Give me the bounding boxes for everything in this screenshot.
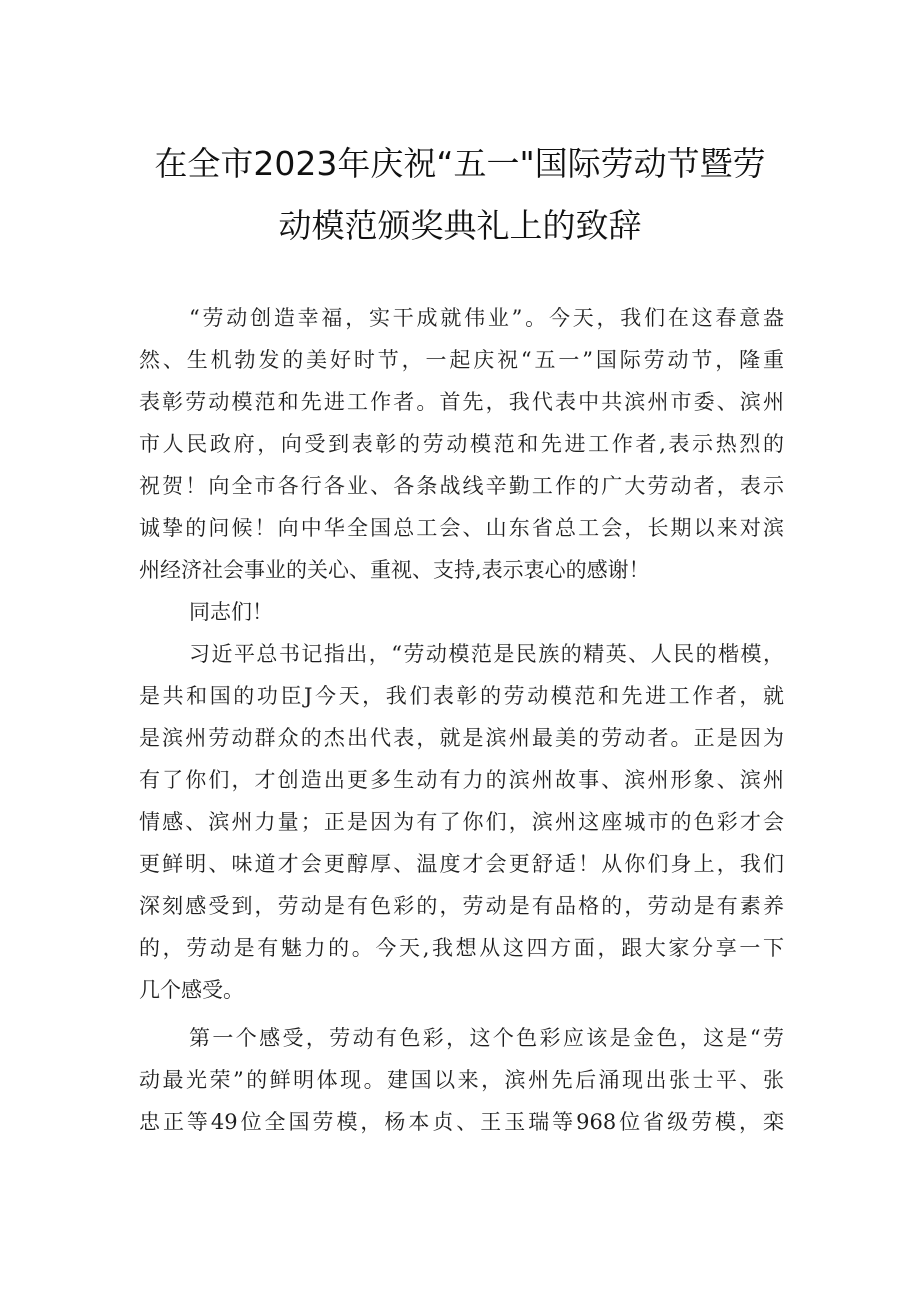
- paragraph-salutation: [139, 591, 784, 633]
- text-line: 州经济社会事业的关心、重视、支持,表示衷心的感谢！: [139, 558, 650, 582]
- text-line: 表彰劳动模范和先进工作者。首先，我代表中共滨州市委、滨州: [139, 390, 784, 414]
- paragraph-first-feeling: [139, 1017, 784, 1143]
- document-title-line-1: 在全市2023年庆祝“五一"国际劳动节暨劳: [154, 144, 766, 183]
- document-title-line-2: 动模范颁奖典礼上的致辞: [278, 206, 642, 245]
- text-line: 同志们！: [189, 600, 273, 624]
- text-line: 诚挚的问候！向中华全国总工会、山东省总工会，长期以来对滨: [139, 516, 784, 540]
- document-body: [139, 297, 784, 1143]
- text-line: 是滨州劳动群众的杰出代表，就是滨州最美的劳动者。正是因为: [139, 726, 784, 750]
- text-line: 几个感受。: [139, 978, 244, 1002]
- text-line: 然、生机勃发的美好时节，一起庆祝“五一”国际劳动节，隆重: [139, 348, 784, 372]
- paragraph-opening: [139, 297, 784, 591]
- text-line: 情感、滨州力量；正是因为有了你们，滨州这座城市的色彩才会: [139, 810, 784, 834]
- text-line: 市人民政府，向受到表彰的劳动模范和先进工作者,表示热烈的: [139, 432, 784, 456]
- text-line: 有了你们，才创造出更多生动有力的滨州故事、滨州形象、滨州: [139, 768, 784, 792]
- text-line: 更鲜明、味道才会更醇厚、温度才会更舒适！从你们身上，我们: [139, 852, 784, 876]
- text-line: 忠正等49位全国劳模，杨本贞、王玉瑞等968位省级劳模，栾: [139, 1110, 784, 1134]
- text-line: 是共和国的功臣J今天，我们表彰的劳动模范和先进工作者，就: [139, 684, 784, 708]
- text-line: 动最光荣”的鲜明体现。建国以来，滨州先后涌现出张士平、张: [139, 1068, 784, 1092]
- text-line: 的，劳动是有魅力的。今天,我想从这四方面，跟大家分享一下: [139, 936, 784, 960]
- text-line: “劳动创造幸福，实干成就伟业”。今天，我们在这春意盎: [189, 306, 784, 330]
- text-line: 第一个感受，劳动有色彩，这个色彩应该是金色，这是“劳: [189, 1026, 784, 1050]
- text-line: 祝贺！向全市各行各业、各条战线辛勤工作的广大劳动者，表示: [139, 474, 784, 498]
- paragraph-quote: [139, 633, 784, 1011]
- text-line: 习近平总书记指出，“劳动模范是民族的精英、人民的楷模，: [189, 642, 784, 666]
- text-line: 深刻感受到，劳动是有色彩的，劳动是有品格的，劳动是有素养: [139, 894, 784, 918]
